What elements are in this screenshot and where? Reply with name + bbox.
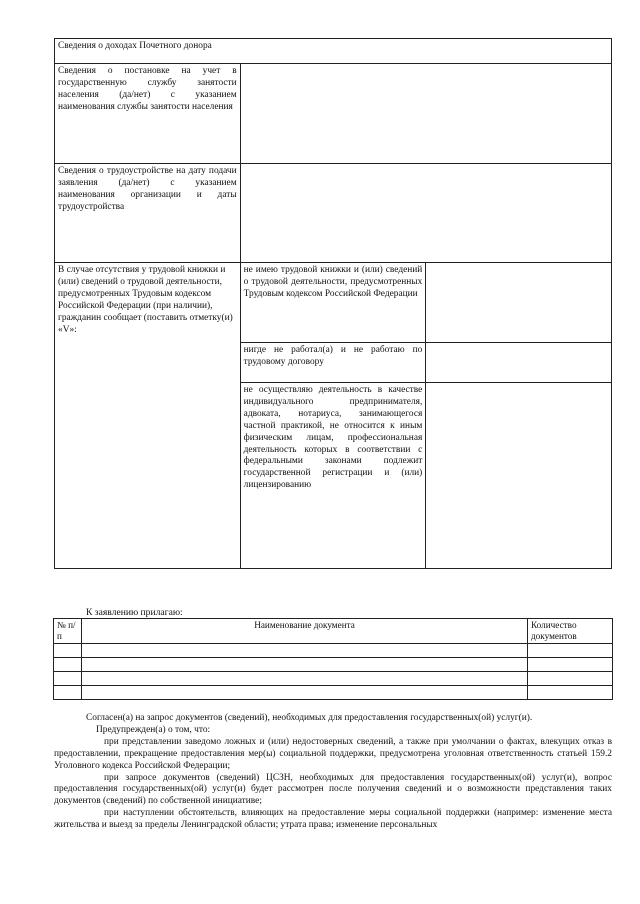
no-workbook-label: В случае отсутствия у трудовой книжки и (или) сведений о трудовой деятельности, предусмотренных Трудовым кодексом Российской Федерации (при наличии), гражданин сообщает (поставить отметку(и) «V»: [55, 263, 241, 569]
option-not-entrepreneur: не осуществляю деятельность в качестве индивидуального предпринимателя, адвоката, нотариуса, занимающегося частной практикой, не относится к иным физическим лицам, профессиональная деятельность которых в соответствии с федеральными законами подлежит государственной регистрации и (или) лицензированию [240, 383, 426, 569]
option-never-worked-mark[interactable] [426, 343, 612, 383]
table-row[interactable] [54, 672, 613, 686]
warned-heading: Предупрежден(а) о том, что: [96, 724, 211, 735]
option-not-entrepreneur-mark[interactable] [426, 383, 612, 569]
attach-label: К заявлению прилагаю: [86, 607, 183, 618]
employment-registration-value[interactable] [240, 64, 611, 164]
applicant-info-table [54, 38, 612, 569]
table-row[interactable] [54, 686, 613, 700]
job-info-value[interactable] [240, 164, 611, 263]
consent-paragraph: Согласен(а) на запрос документов (сведений), необходимых для предоставления государственных(ой) услуг(и). [86, 713, 533, 723]
table-row[interactable] [54, 644, 613, 658]
option-no-workbook-mark[interactable] [426, 263, 612, 343]
notice-text [54, 713, 612, 832]
option-no-workbook: не имею трудовой книжки и (или) сведений о трудовой деятельности, предусмотренных Трудовым кодексом Российской Федерации [240, 263, 426, 343]
employment-registration-label: Сведения о постановке на учет в государственную службу занятости населения (да/нет) с указанием наименования службы занятости населения [55, 64, 241, 164]
notice-paragraph: при запросе документов (сведений) ЦСЗН, необходимых для предоставления государственных(ой) услуг(и), вопрос предоставления государственных(ой) услуг(и) будет рассмотрен после получения сведений и о возможности представления таких документов (сведений) по собственной инициативе; [54, 772, 612, 807]
income-title: Сведения о доходах Почетного донора [55, 39, 612, 64]
job-info-label: Сведения о трудоустройстве на дату подачи заявления (да/нет) с указанием наименования организации и даты трудоустройства [55, 164, 241, 263]
table-row[interactable] [54, 658, 613, 672]
col-qty-header: Количество документов [528, 619, 613, 644]
col-number-header: № п/п [54, 619, 82, 644]
documents-table [53, 618, 613, 700]
notice-paragraph: при представлении заведомо ложных и (или) недостоверных сведений, а также при умолчании о фактах, влекущих отказ в предоставлении, прекращение предоставления мер(ы) социальной поддержки, предусмотрена уголовная ответственность статьей 159.2 Уголовного кодекса Российской Федерации; [54, 736, 612, 771]
col-name-header: Наименование документа [82, 619, 528, 644]
option-never-worked: нигде не работал(а) и не работаю по трудовому договору [240, 343, 426, 383]
notice-paragraph: при наступлении обстоятельств, влияющих на предоставление меры социальной поддержки (например: изменение места жительства и выезд за пределы Ленинградской области; утрата права; изменение персональных [54, 808, 612, 831]
